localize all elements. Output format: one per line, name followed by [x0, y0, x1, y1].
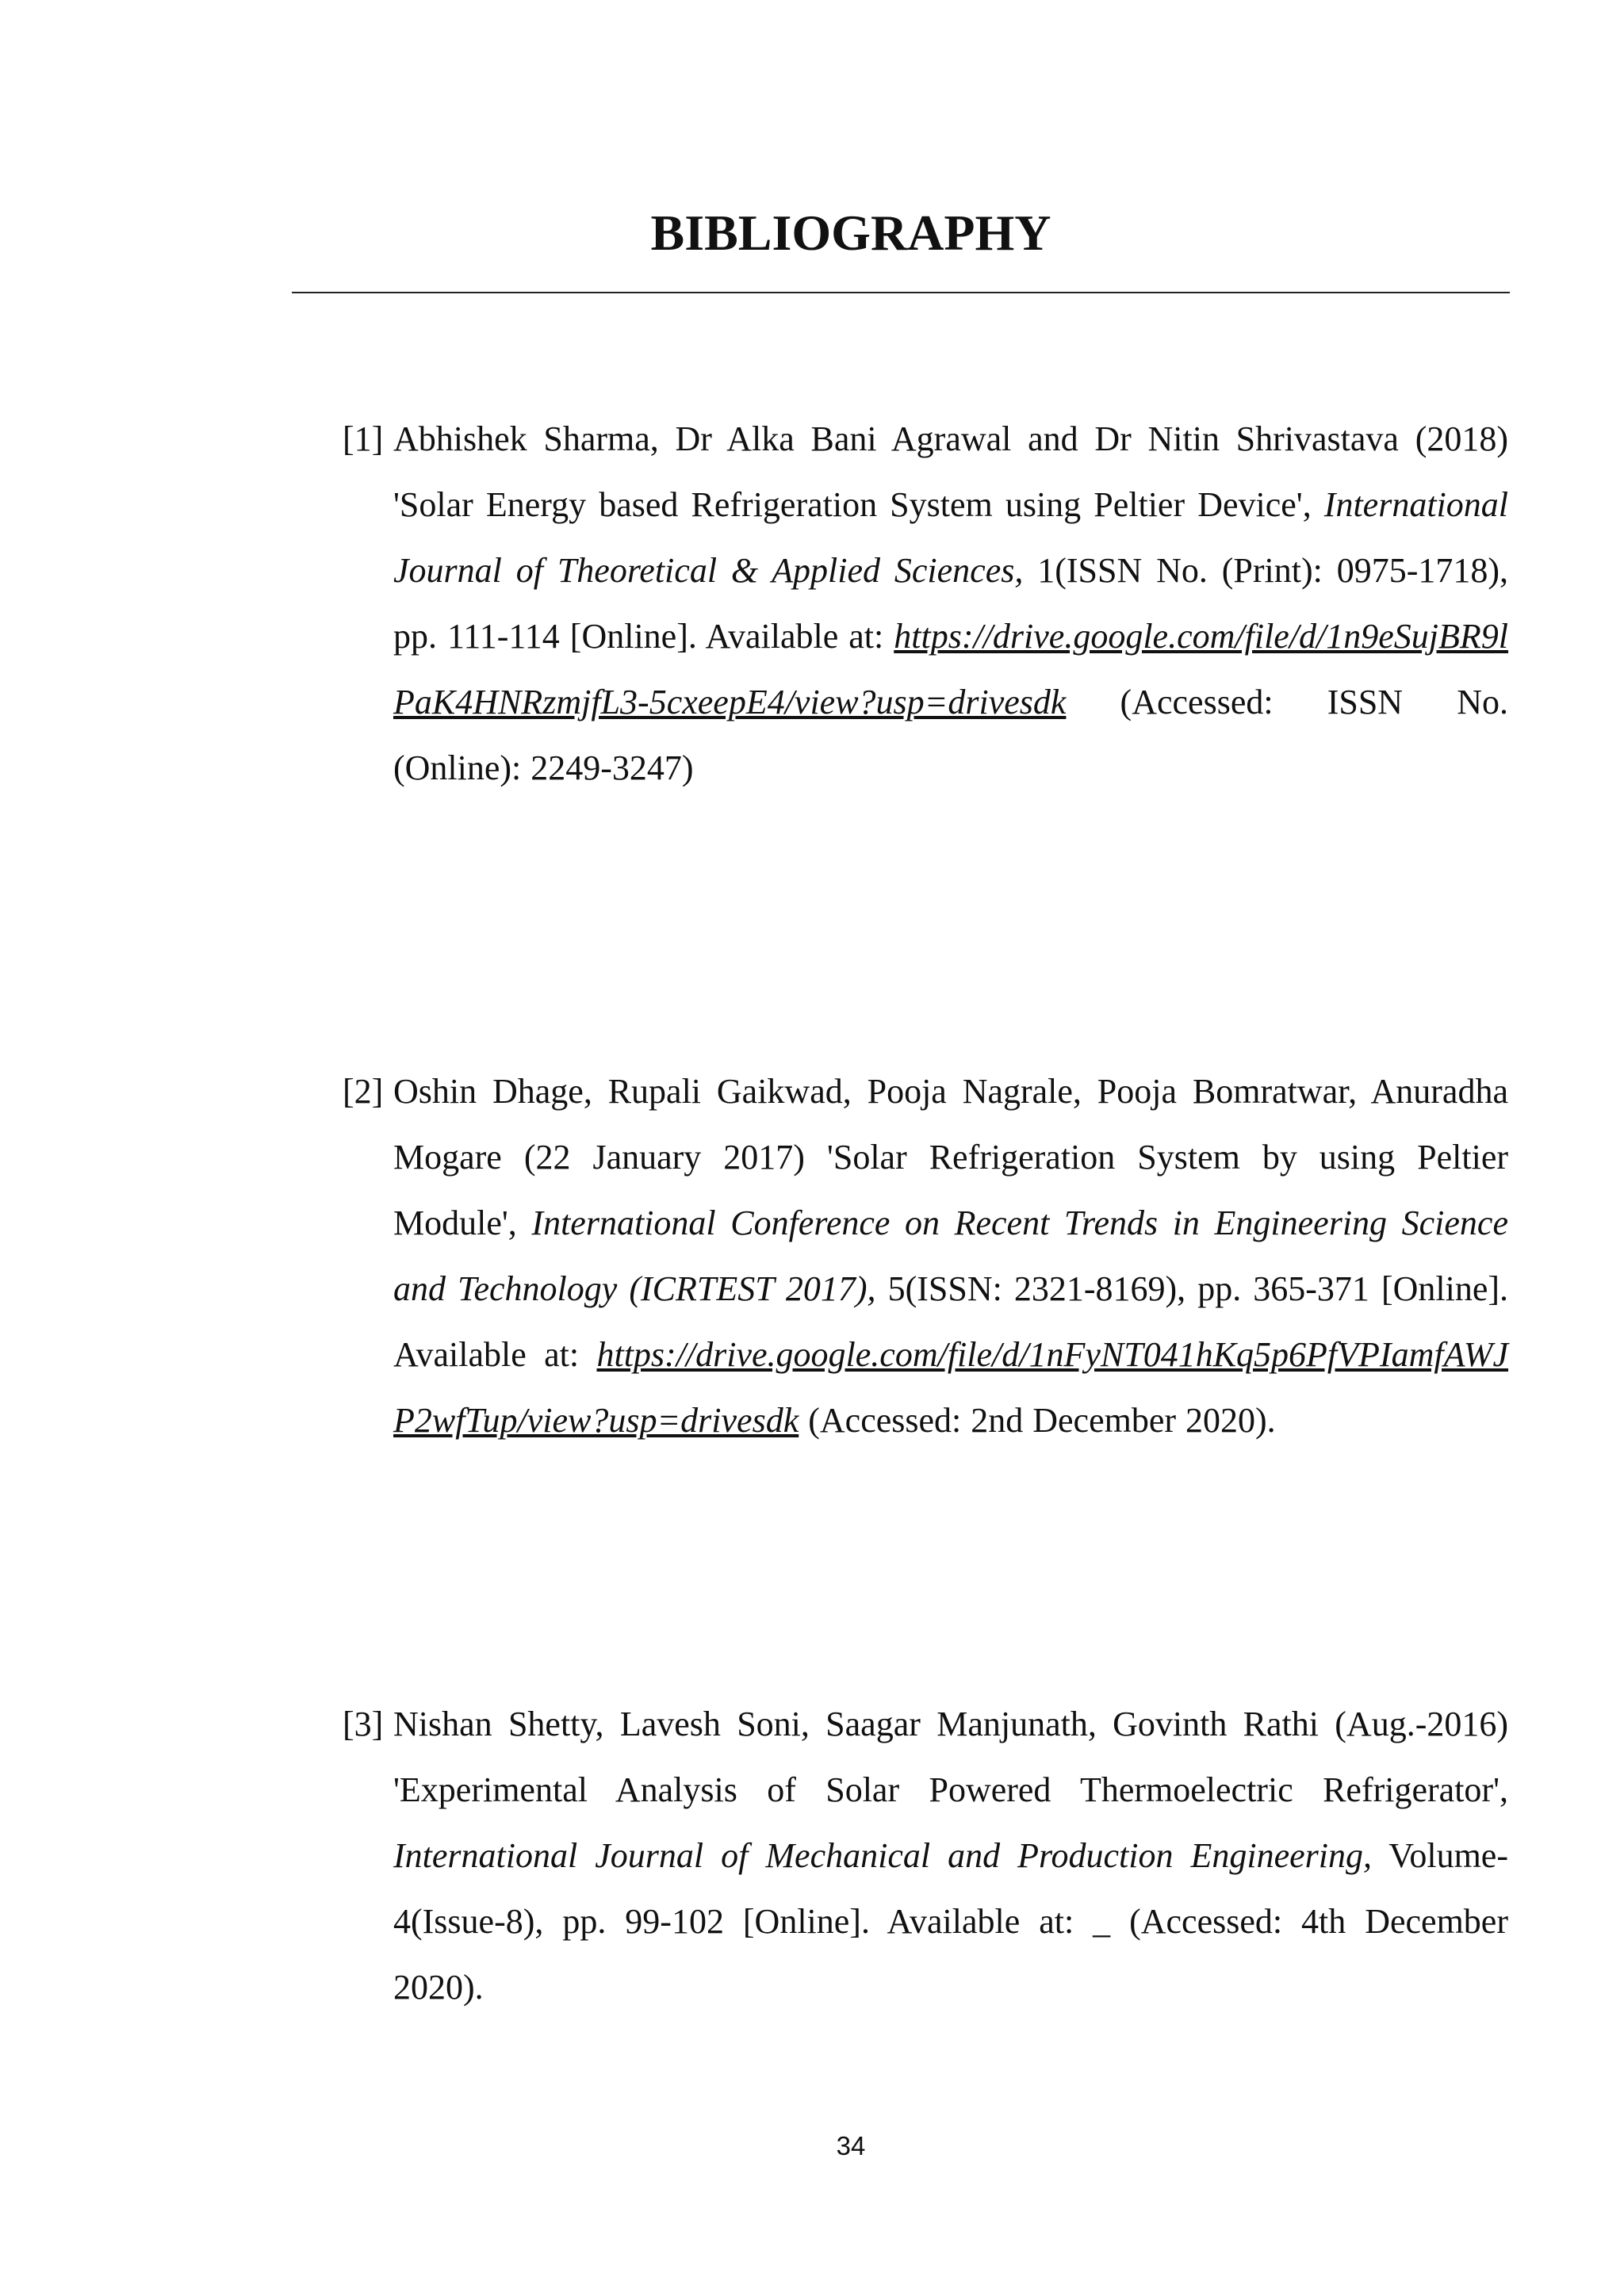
reference-journal: International Journal of Theoretical & Applied Sciences, [393, 485, 1508, 590]
reference-number: [2] [343, 1072, 384, 1111]
reference-item [343, 1691, 1508, 2020]
reference-text [393, 1691, 1508, 2020]
reference-item [343, 1058, 1508, 1453]
reference-details: 1(ISSN No. (Print): 0975-1718), pp. 111-114 [Online]. Available at: [393, 551, 1509, 656]
reference-link[interactable]: https://drive.google.com/file/d/1n9eSujBR9lPaK4HNRzmjfL3-5cxeepE4/view?usp=drivesdk [393, 617, 1508, 721]
reference-text [393, 1058, 1508, 1453]
page-title: BIBLIOGRAPHY [650, 205, 1051, 261]
reference-item [343, 406, 1508, 801]
reference-text [393, 406, 1508, 801]
reference-number: [3] [343, 1705, 384, 1743]
reference-authors: Oshin Dhage, Rupali Gaikwad, Pooja Nagrale, Pooja Bomratwar, Anuradha Mogare (22 January 2017) 'Solar Refrigeration System by using Peltier Module', [393, 1072, 1508, 1242]
reference-number: [1] [343, 419, 384, 458]
reference-authors: Nishan Shetty, Lavesh Soni, Saagar Manjunath, Govinth Rathi (Aug.-2016) 'Experimental Analysis of Solar Powered Thermoelectric Refrigerator', [393, 1705, 1508, 1809]
reference-details: 5(ISSN: 2321-8169), pp. 365-371 [Online]. Available at: [393, 1269, 1508, 1374]
reference-accessed: (Accessed: 2nd December 2020). [799, 1401, 1276, 1440]
reference-link[interactable]: https://drive.google.com/file/d/1nFyNT041hKq5p6PfVPIamfAWJP2wfTup/view?usp=drivesdk [393, 1335, 1508, 1440]
reference-details: Volume- 4(Issue-8), pp. 99-102 [Online]. Available at: _ (Accessed: 4th December 2020). [393, 1836, 1508, 2007]
reference-journal: International Conference on Recent Trends in Engineering Science and Technology (ICRTEST 2017), [393, 1203, 1508, 1308]
reference-journal: International Journal of Mechanical and Production Engineering, [393, 1836, 1373, 1875]
title-divider [292, 292, 1510, 293]
reference-authors: Abhishek Sharma, Dr Alka Bani Agrawal and Dr Nitin Shrivastava (2018) 'Solar Energy based Refrigeration System using Peltier Device', [393, 419, 1508, 524]
page-number: 34 [836, 2131, 866, 2160]
reference-accessed: (Accessed: ISSN No. (Online): 2249-3247) [393, 683, 1508, 787]
